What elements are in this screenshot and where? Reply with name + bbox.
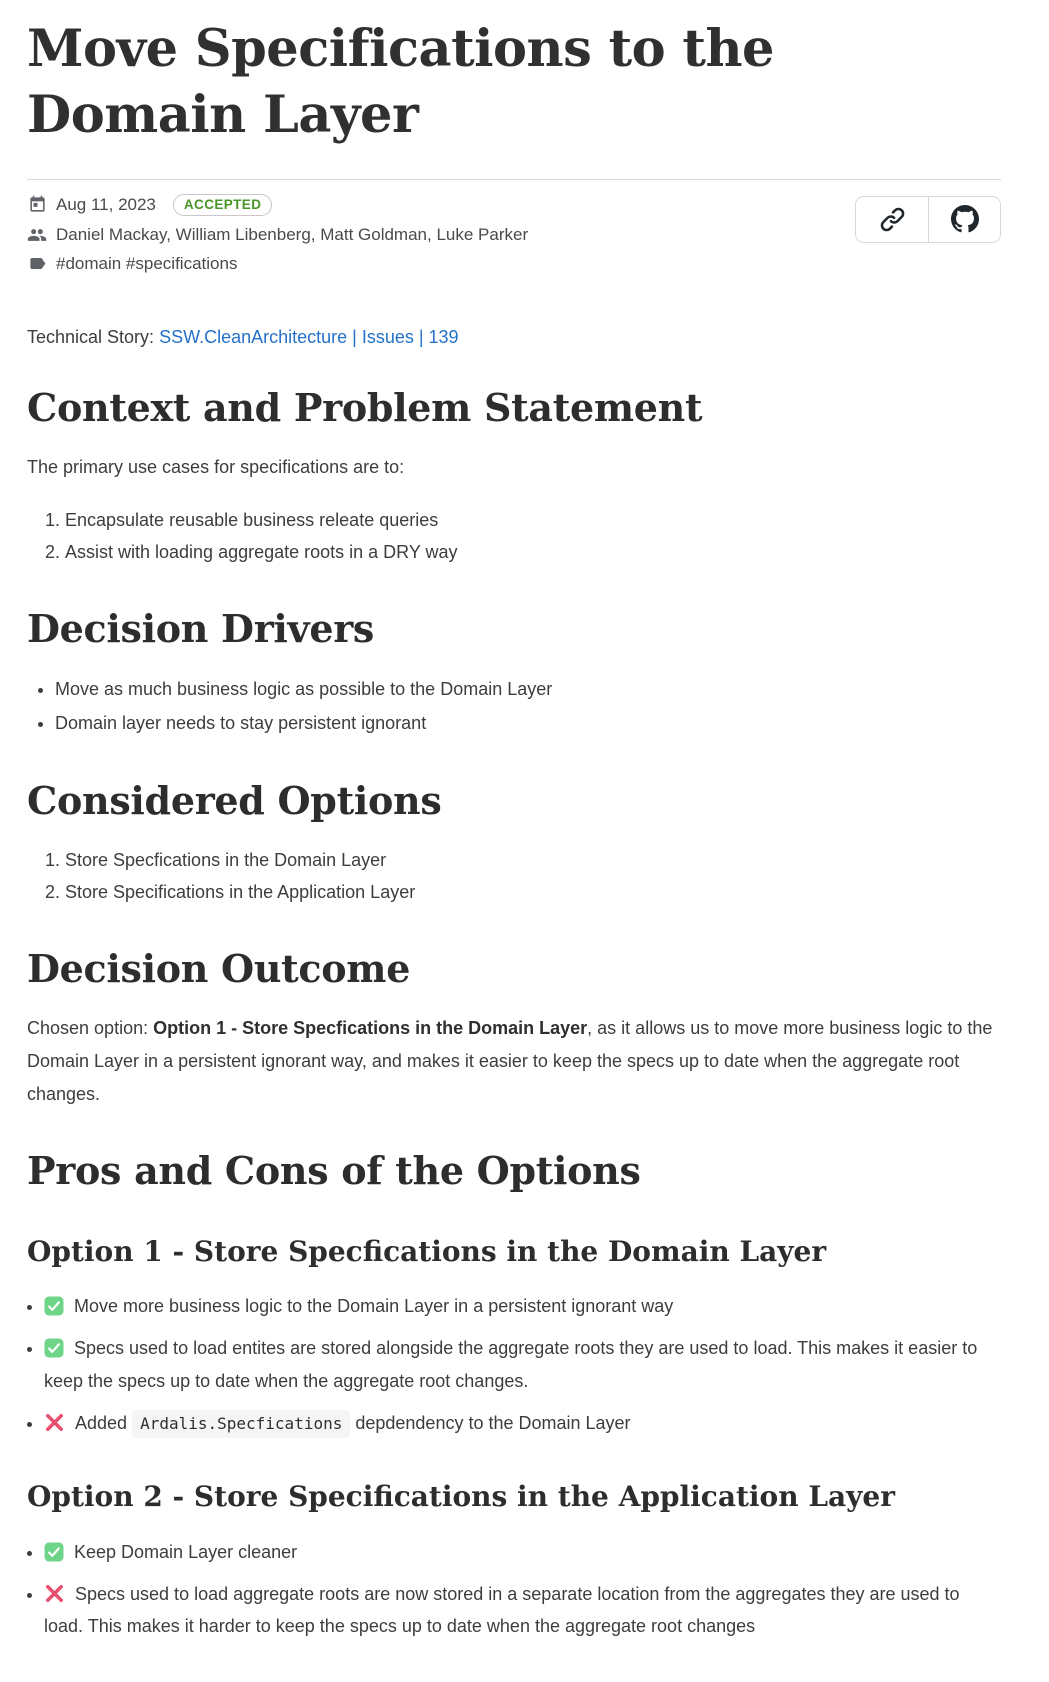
list-item: 2. Store Specifications in the Application Layer <box>65 876 1001 908</box>
con-text: depdendency to the Domain Layer <box>350 1412 631 1433</box>
check-emoji-icon <box>44 1296 64 1316</box>
header-actions <box>855 196 1001 243</box>
inline-code: Ardalis.Specfications <box>132 1410 350 1438</box>
list-item: • Move as much business logic as possible to the Domain Layer <box>55 672 1001 706</box>
list-item: 1. Store Specfications in the Domain Layer <box>65 844 1001 876</box>
option2-heading: Option 2 - Store Specifications in the Application Layer <box>27 1480 895 1514</box>
calendar-icon <box>27 195 47 215</box>
link-icon <box>879 206 906 233</box>
proscons-heading: Pros and Cons of the Options <box>27 1147 641 1193</box>
meta-tags-line <box>27 254 528 274</box>
cross-emoji-icon <box>44 1412 65 1433</box>
pro-item <box>44 1332 1001 1398</box>
title-divider <box>27 179 1001 180</box>
pro-text: Specs used to load entites are stored alongside the aggregate roots they are used to load. This makes it easier to keep the specs up to date when the aggregate root changes. <box>44 1338 978 1391</box>
meta-info <box>27 194 528 283</box>
drivers-heading: Decision Drivers <box>27 605 375 651</box>
status-badge: ACCEPTED <box>173 194 272 216</box>
options-list <box>27 844 1001 909</box>
date-text: Aug 11, 2023 <box>56 194 156 214</box>
copy-link-button[interactable] <box>856 197 928 242</box>
con-item <box>44 1578 1001 1644</box>
list-item: • Domain layer needs to stay persistent ignorant <box>55 706 1001 740</box>
outcome-heading: Decision Outcome <box>27 945 411 991</box>
meta-section <box>27 194 1001 283</box>
drivers-list <box>27 672 1001 740</box>
pro-text: Keep Domain Layer cleaner <box>74 1541 298 1562</box>
page-title: Move Specifications to the Domain Layer <box>27 19 774 146</box>
outcome-prefix: Chosen option: <box>27 1018 154 1039</box>
pro-item <box>44 1290 1001 1323</box>
check-emoji-icon <box>44 1338 64 1358</box>
list-item: 2. Assist with loading aggregate roots in a DRY way <box>65 536 1001 568</box>
people-icon <box>27 225 47 245</box>
meta-date-line <box>27 194 528 216</box>
context-heading: Context and Problem Statement <box>27 384 703 430</box>
pro-text: Move more business logic to the Domain Layer in a persistent ignorant way <box>74 1296 674 1317</box>
technical-story-label: Technical Story: <box>27 326 155 347</box>
options-heading: Considered Options <box>27 777 442 823</box>
option1-heading: Option 1 - Store Specfications in the Domain Layer <box>27 1235 827 1269</box>
github-button[interactable] <box>928 197 1000 242</box>
check-emoji-icon <box>44 1542 64 1562</box>
option1-list <box>27 1290 1001 1439</box>
con-text: Added <box>75 1412 133 1433</box>
outcome-paragraph <box>27 1012 1001 1110</box>
outcome-suffix: , as it allows us to move more business logic to the Domain Layer in a persistent ignorant way, and makes it easier to keep the specs up to date when the aggregate root changes. <box>27 1018 993 1104</box>
context-list <box>27 504 1001 569</box>
pro-item <box>44 1536 1001 1569</box>
cross-emoji-icon <box>44 1583 65 1604</box>
meta-authors-line <box>27 225 528 245</box>
list-item: 1. Encapsulate reusable business releate queries <box>65 504 1001 536</box>
con-text: Specs used to load aggregate roots are now stored in a separate location from the aggregates they are used to load. This makes it harder to keep the specs up to date when the aggregate root changes <box>44 1583 960 1637</box>
tag-icon <box>27 254 47 274</box>
context-intro: The primary use cases for specifications are to: <box>27 457 405 478</box>
authors-text: Daniel Mackay, William Libenberg, Matt Goldman, Luke Parker <box>56 224 529 244</box>
option2-list <box>27 1536 1001 1643</box>
outcome-chosen-option: Option 1 - Store Specfications in the Domain Layer <box>153 1018 588 1039</box>
technical-story-link[interactable]: SSW.CleanArchitecture | Issues | 139 <box>159 326 459 347</box>
technical-story <box>27 327 1001 348</box>
github-icon <box>951 205 979 233</box>
tags-text: #domain #specifications <box>56 253 238 273</box>
con-item <box>44 1407 1001 1440</box>
